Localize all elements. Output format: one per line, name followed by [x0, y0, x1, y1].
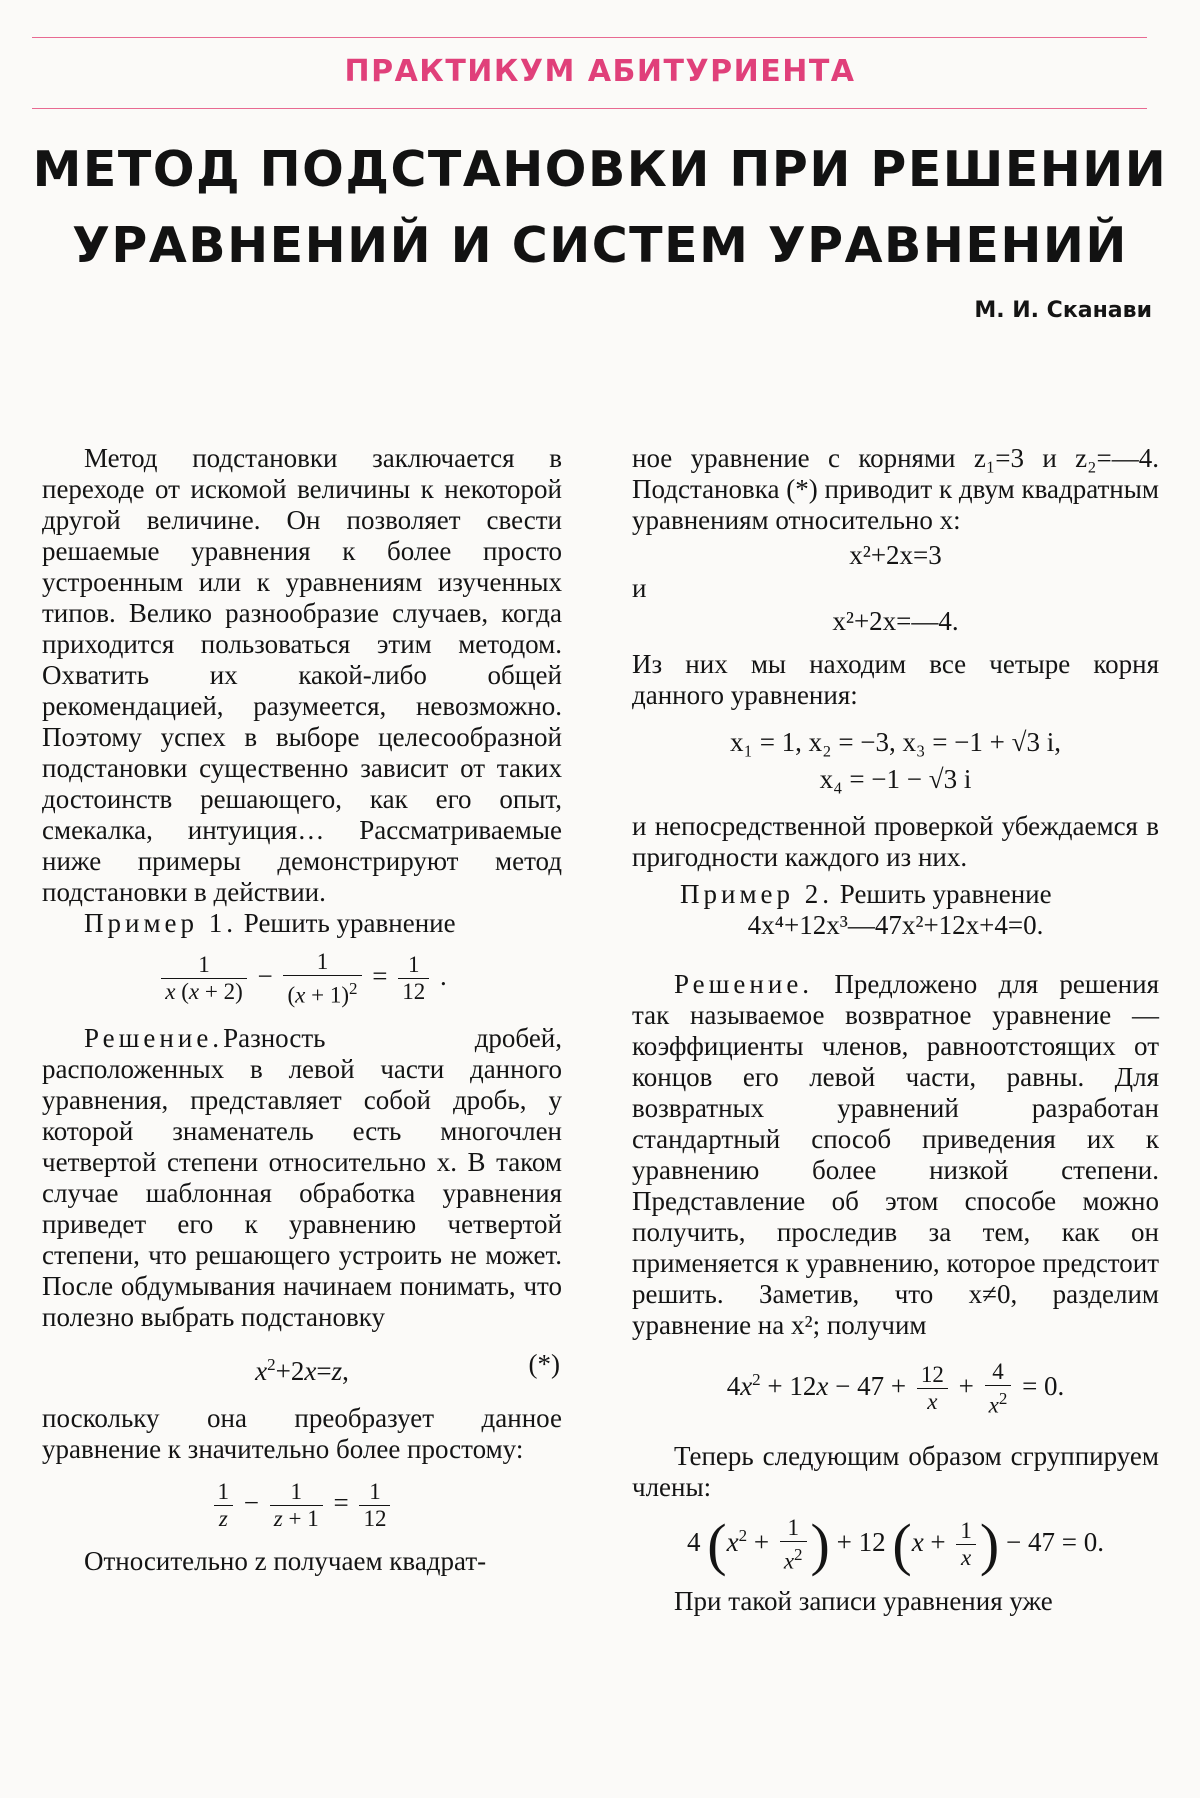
final-paragraph: При такой записи уравнения уже: [674, 1586, 1053, 1617]
equation-a: x²+2x=3: [849, 540, 942, 570]
solution-1-paragraph: [42, 1023, 562, 1333]
title-line-1: МЕТОД ПОДСТАНОВКИ ПРИ РЕШЕНИИ: [32, 141, 1168, 198]
equation-example-1: $\frac{1}{x (x + 2)}$ − $\frac{1}{(x + 1)^2}$ = $\frac{1}{12}$ .: [42, 949, 562, 1009]
bottom-rule: [32, 108, 1147, 109]
author: М. И. Сканави: [974, 298, 1152, 323]
grouped-equation: 4 ($x^2$ + $\frac{1}{x^2}$ ) + 12 (x + $\frac{1}{x}$ ) − 47 = 0.: [687, 1511, 1104, 1577]
example-2-label: Пример 2.: [680, 879, 834, 909]
solution-2-paragraph: [632, 969, 1159, 1341]
roots-z-paragraph: ное уравнение с корнями z₁=3 и z₂=—4. Подстановка (*) приводит к двум квадратным уравнениям относительно x:: [632, 443, 1159, 535]
solution-1-text: Разность дробей, расположенных в левой части данного уравнения, представляет собой дробь, у которой знаменатель есть многочлен четвертой степени относительно x. В таком случае шаблонная обработка уравнения приведет его к уравнению четвертой степени, что решающего устроить не может. После обдумывания начинаем понимать, что полезно выбрать подстановку: [42, 1022, 562, 1332]
example-1-task: Решить уравнение: [237, 908, 456, 938]
article-title: [0, 132, 1200, 284]
solution-2-label: Решение.: [674, 969, 814, 999]
relative-z-paragraph: Относительно z получаем квадрат-: [84, 1545, 487, 1576]
check-paragraph: и непосредственной проверкой убеждаемся в пригодности каждого из них.: [632, 811, 1159, 872]
right-column: [632, 443, 1159, 1617]
example-1-label: Пример 1.: [84, 908, 238, 938]
top-rule: [32, 37, 1147, 38]
solution-2-text: Предложено для решения так называемое возвратное уравнение — коэффициенты членов, равноотстоящих от концов его левой части, равны. Для возвратных уравнений разработан стандартный способ приведения их к уравнению более низкой степени. Представление об этом способе можно получить, проследив за тем, как он применяется к уравнению, которое предстоит решить. Заметив, что x≠0, разделим уравнение на x²; получим: [632, 969, 1159, 1340]
equation-example-2: 4x⁴+12x³—47x²+12x+4=0.: [747, 910, 1044, 940]
equation-in-z: $\frac{1}{z}$ − $\frac{1}{z + 1}$ = $\frac{1}{12}$: [42, 1479, 562, 1532]
section-title: ПРАКТИКУМ АБИТУРИЕНТА: [344, 54, 856, 89]
substitution-tag: (*): [528, 1348, 560, 1379]
left-column: [42, 443, 562, 1577]
and-word: и: [632, 573, 647, 603]
since-paragraph: поскольку она преобразует данное уравнение к значительно более простому:: [42, 1402, 562, 1464]
title-line-2: УРАВНЕНИЙ И СИСТЕМ УРАВНЕНИЙ: [72, 217, 1128, 274]
example-2-task: Решить уравнение: [833, 879, 1052, 909]
solution-1-label: Решение.: [84, 1022, 224, 1053]
intro-paragraph: Метод подстановки заключается в переходе от искомой величины к некоторой другой величине. Он позволяет свести решаемые уравнения к более просто устроенным или к уравнениям изученных типов. Велико разнообразие случаев, когда приходится пользоваться этим методом. Охватить их какой-либо общей рекомендацией, разумеется, невозможно. Поэтому успех в выборе целесообразной подстановки существенно зависит от таких достоинств решающего, как его опыт, смекалка, интуиция… Рассматриваемые ниже примеры демонстрируют метод подстановки в действии.: [42, 443, 562, 907]
roots-line-2: x₄ = −1 − √3 i: [819, 764, 972, 794]
example-2-heading: [632, 879, 1159, 910]
roots-line-1: x₁ = 1, x₂ = −3, x₃ = −1 + √3 i,: [730, 727, 1061, 757]
group-paragraph: Теперь следующим образом сгруппируем члены:: [632, 1440, 1159, 1502]
roots-intro-paragraph: Из них мы находим все четыре корня данного уравнения:: [632, 649, 1159, 710]
divided-equation: $4x^2 + 12x - 47$ + $\frac{12}{x}$ + $\frac{4}{x^2}$ = 0.: [726, 1359, 1065, 1418]
substitution-equation: $x^2+2x=z$, (*): [255, 1348, 560, 1386]
example-1-heading: [42, 908, 562, 939]
equation-b: x²+2x=—4.: [832, 606, 959, 636]
